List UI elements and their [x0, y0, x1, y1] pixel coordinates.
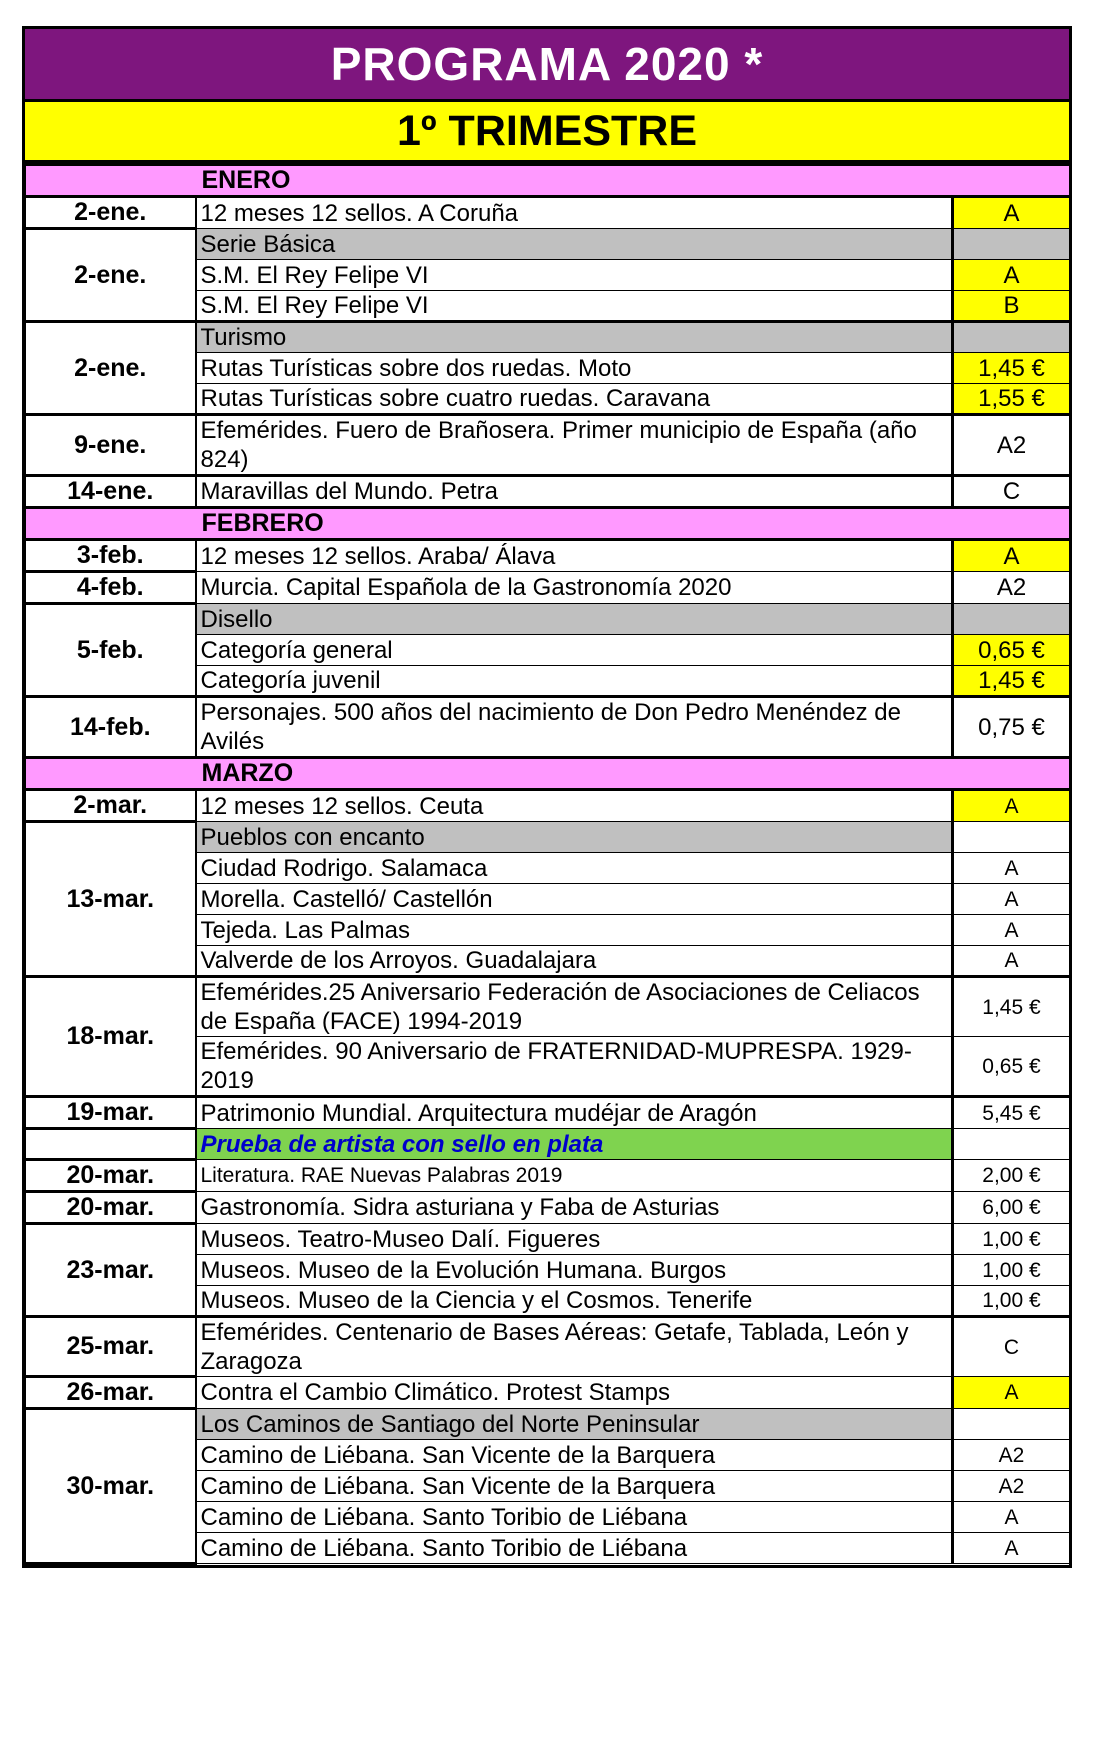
issue-value: A: [953, 540, 1070, 572]
issue-description: Camino de Liébana. Santo Toribio de Liébana: [196, 1533, 953, 1564]
issue-description: Maravillas del Mundo. Petra: [196, 476, 953, 508]
table-row: [26, 1160, 1070, 1192]
table-row: [26, 1409, 1070, 1440]
issue-date: 2-ene.: [26, 229, 196, 322]
table-row: [26, 572, 1070, 604]
issue-value: 0,75 €: [953, 697, 1070, 758]
issue-date: 30-mar.: [26, 1409, 196, 1564]
issue-date: 5-feb.: [26, 604, 196, 697]
table-row: [26, 1224, 1070, 1255]
month-row-marzo: [26, 758, 1070, 790]
issue-date: 4-feb.: [26, 572, 196, 604]
series-group-label: Disello: [196, 604, 953, 635]
table-row: [26, 822, 1070, 853]
series-group-label: Pueblos con encanto: [196, 822, 953, 853]
issue-date: 20-mar.: [26, 1160, 196, 1192]
issue-date: 23-mar.: [26, 1224, 196, 1317]
month-label: FEBRERO: [196, 508, 1070, 540]
issue-description: Murcia. Capital Española de la Gastronomía 2020: [196, 572, 953, 604]
table-row: [26, 229, 1070, 260]
issue-value: A: [953, 884, 1070, 915]
month-row-enero: [26, 165, 1070, 197]
table-row: [26, 604, 1070, 635]
issue-description: 12 meses 12 sellos. A Coruña: [196, 197, 953, 229]
month-label: MARZO: [196, 758, 1070, 790]
issue-description: Efemérides.25 Aniversario Federación de Asociaciones de Celiacos de España (FACE) 1994-2019: [196, 977, 953, 1037]
issue-description: Categoría juvenil: [196, 666, 953, 697]
issue-value: 5,45 €: [953, 1097, 1070, 1129]
issue-value: 2,00 €: [953, 1160, 1070, 1192]
issue-description: Contra el Cambio Climático. Protest Stamps: [196, 1377, 953, 1409]
issue-date: 3-feb.: [26, 540, 196, 572]
issue-description: Morella. Castelló/ Castellón: [196, 884, 953, 915]
table-row: [26, 322, 1070, 353]
page-title: PROGRAMA 2020 *: [25, 29, 1069, 102]
issue-date: 19-mar.: [26, 1097, 196, 1129]
table-row: [26, 1192, 1070, 1224]
note-row: [26, 1129, 1070, 1160]
issue-value: A2: [953, 572, 1070, 604]
issue-value: A: [953, 197, 1070, 229]
issue-description: Museos. Museo de la Evolución Humana. Burgos: [196, 1255, 953, 1286]
issue-description: Ciudad Rodrigo. Salamaca: [196, 853, 953, 884]
issue-description: Rutas Turísticas sobre cuatro ruedas. Caravana: [196, 384, 953, 415]
issue-value: 1,45 €: [953, 666, 1070, 697]
series-group-label: Turismo: [196, 322, 953, 353]
issue-value: 1,45 €: [953, 977, 1070, 1037]
table-row: [26, 415, 1070, 476]
program-sheet: [22, 26, 1072, 1568]
issue-date: 9-ene.: [26, 415, 196, 476]
issue-value: C: [953, 1317, 1070, 1377]
issue-description: Literatura. RAE Nuevas Palabras 2019: [196, 1160, 953, 1192]
table-row: [26, 1317, 1070, 1377]
issue-description: Patrimonio Mundial. Arquitectura mudéjar de Aragón: [196, 1097, 953, 1129]
issue-value: A: [953, 853, 1070, 884]
series-group-label: Los Caminos de Santiago del Norte Peninsular: [196, 1409, 953, 1440]
issue-date: 26-mar.: [26, 1377, 196, 1409]
issue-date: 2-ene.: [26, 197, 196, 229]
issue-date: 20-mar.: [26, 1192, 196, 1224]
issue-description: Gastronomía. Sidra asturiana y Faba de Asturias: [196, 1192, 953, 1224]
issue-value: A: [953, 1533, 1070, 1564]
issue-date: 14-ene.: [26, 476, 196, 508]
issue-value: B: [953, 291, 1070, 322]
month-label: ENERO: [196, 165, 1070, 197]
issue-date: 25-mar.: [26, 1317, 196, 1377]
issue-value: A2: [953, 415, 1070, 476]
table-row: [26, 197, 1070, 229]
issue-value: 1,45 €: [953, 353, 1070, 384]
issue-date: 2-ene.: [26, 322, 196, 415]
issue-description: Efemérides. Centenario de Bases Aéreas: Getafe, Tablada, León y Zaragoza: [196, 1317, 953, 1377]
issue-value: A2: [953, 1440, 1070, 1471]
issue-value: A: [953, 1377, 1070, 1409]
issue-description: Efemérides. Fuero de Brañosera. Primer municipio de España (año 824): [196, 415, 953, 476]
issue-value: A2: [953, 1471, 1070, 1502]
series-group-label: Serie Básica: [196, 229, 953, 260]
issue-value: 0,65 €: [953, 635, 1070, 666]
issue-description: Museos. Teatro-Museo Dalí. Figueres: [196, 1224, 953, 1255]
table-row: [26, 476, 1070, 508]
issue-date: 18-mar.: [26, 977, 196, 1097]
table-row: [26, 697, 1070, 758]
issue-value: A: [953, 946, 1070, 977]
issue-description: Tejeda. Las Palmas: [196, 915, 953, 946]
table-row: [26, 540, 1070, 572]
issue-description: Valverde de los Arroyos. Guadalajara: [196, 946, 953, 977]
issue-date: 14-feb.: [26, 697, 196, 758]
issue-description: 12 meses 12 sellos. Araba/ Álava: [196, 540, 953, 572]
issue-value: 0,65 €: [953, 1037, 1070, 1097]
issue-value: C: [953, 476, 1070, 508]
issue-date: 13-mar.: [26, 822, 196, 977]
issue-description: Camino de Liébana. San Vicente de la Barquera: [196, 1471, 953, 1502]
month-row-febrero: [26, 508, 1070, 540]
issue-value: 1,00 €: [953, 1286, 1070, 1317]
table-row: [26, 1097, 1070, 1129]
issue-value: A: [953, 1502, 1070, 1533]
table-row: [26, 977, 1070, 1037]
table-row: [26, 1377, 1070, 1409]
issue-description: Museos. Museo de la Ciencia y el Cosmos. Tenerife: [196, 1286, 953, 1317]
issue-description: Categoría general: [196, 635, 953, 666]
issue-value: 1,55 €: [953, 384, 1070, 415]
issue-value: A: [953, 790, 1070, 822]
issue-value: 1,00 €: [953, 1255, 1070, 1286]
issue-date: 2-mar.: [26, 790, 196, 822]
issue-description: Personajes. 500 años del nacimiento de Don Pedro Menéndez de Avilés: [196, 697, 953, 758]
issue-description: 12 meses 12 sellos. Ceuta: [196, 790, 953, 822]
issue-value: A: [953, 915, 1070, 946]
issue-description: Rutas Turísticas sobre dos ruedas. Moto: [196, 353, 953, 384]
issue-description: S.M. El Rey Felipe VI: [196, 260, 953, 291]
issue-description: Camino de Liébana. San Vicente de la Barquera: [196, 1440, 953, 1471]
issue-description: Camino de Liébana. Santo Toribio de Liébana: [196, 1502, 953, 1533]
issue-value: 1,00 €: [953, 1224, 1070, 1255]
table-row: [26, 790, 1070, 822]
proof-note: Prueba de artista con sello en plata: [196, 1129, 953, 1160]
issue-value: 6,00 €: [953, 1192, 1070, 1224]
issue-description: S.M. El Rey Felipe VI: [196, 291, 953, 322]
trimester-heading: 1º TRIMESTRE: [25, 102, 1069, 163]
issue-value: A: [953, 260, 1070, 291]
schedule-table: [25, 163, 1070, 1565]
issue-description: Efemérides. 90 Aniversario de FRATERNIDAD-MUPRESPA. 1929-2019: [196, 1037, 953, 1097]
